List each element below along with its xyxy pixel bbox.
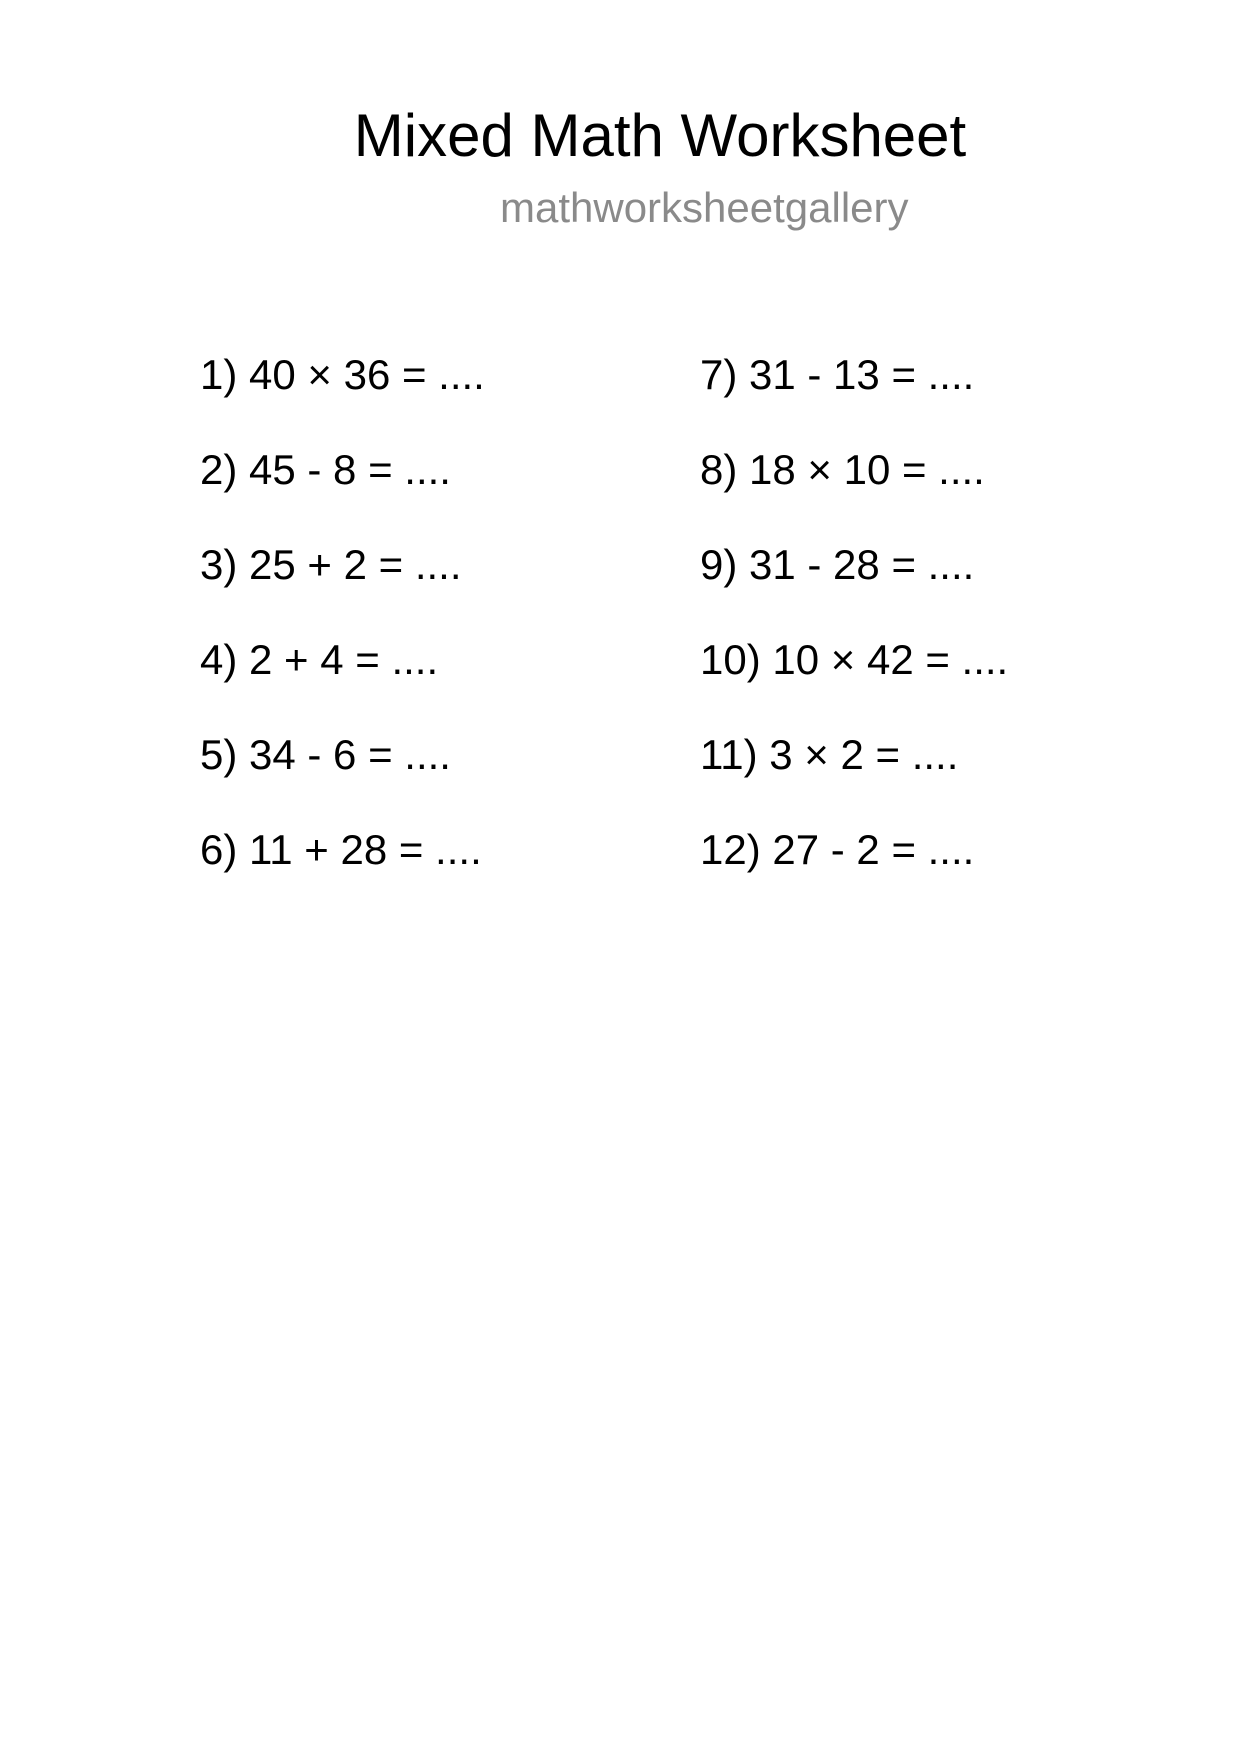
problem-item: 12) 27 - 2 = ....: [700, 826, 975, 873]
problem-grid: [200, 345, 1100, 915]
problem-item: 2) 45 - 8 = ....: [200, 446, 451, 493]
problem-item: 10) 10 × 42 = ....: [700, 636, 1009, 683]
problem-item: 11) 3 × 2 = ....: [700, 731, 959, 778]
worksheet-source: mathworksheetgallery: [500, 184, 909, 231]
worksheet-title: Mixed Math Worksheet: [353, 102, 967, 169]
problem-item: 3) 25 + 2 = ....: [200, 541, 462, 588]
problem-item: 5) 34 - 6 = ....: [200, 731, 451, 778]
problem-item: 4) 2 + 4 = ....: [200, 636, 439, 683]
problem-item: 7) 31 - 13 = ....: [700, 351, 975, 398]
problem-item: 6) 11 + 28 = ....: [200, 826, 482, 873]
problem-item: 9) 31 - 28 = ....: [700, 541, 975, 588]
problem-item: 1) 40 × 36 = ....: [200, 351, 485, 398]
problem-item: 8) 18 × 10 = ....: [700, 446, 985, 493]
